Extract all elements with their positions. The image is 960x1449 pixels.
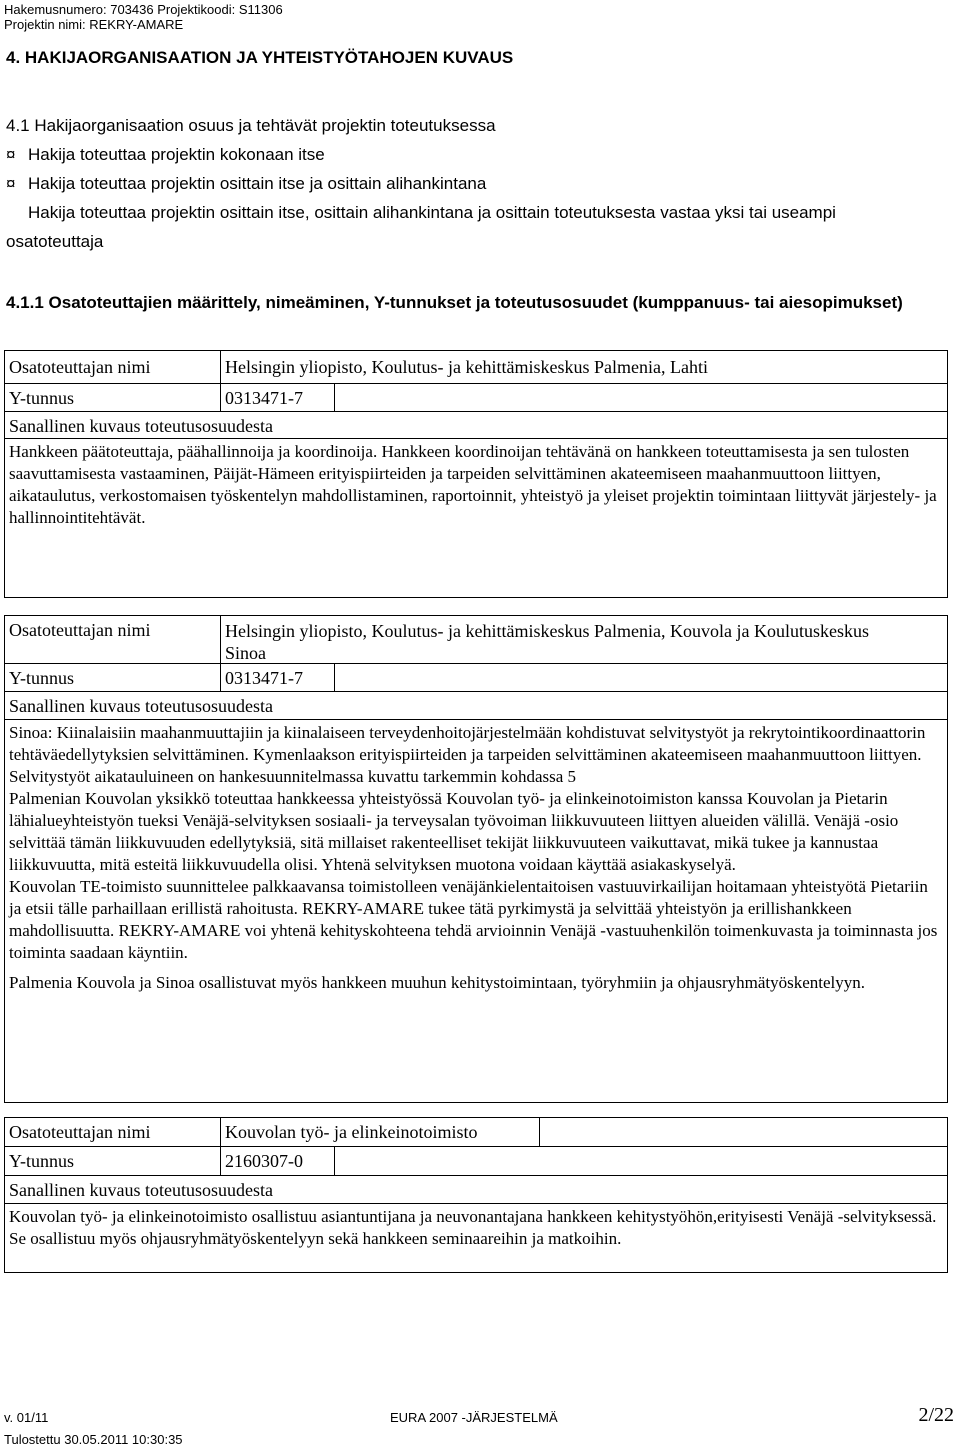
option-marker-icon: ¤ — [6, 174, 16, 193]
ytunnus-value: 0313471-7 — [220, 664, 335, 691]
partner-table-3 — [4, 1117, 948, 1273]
partner-name-row — [5, 1118, 947, 1147]
ytunnus-row — [5, 1147, 947, 1176]
subsubsection-title: 4.1.1 Osatoteuttajien määrittely, nimeäminen, Y-tunnukset ja toteutusosuudet (kumppanuus- tai aiesopimukset) — [6, 293, 903, 312]
subsection-title: 4.1 Hakijaorganisaation osuus ja tehtävät projektin toteutuksessa — [6, 116, 496, 135]
partner-table-1 — [4, 350, 948, 598]
option-partners: Hakija toteuttaa projektin osittain itse, osittain alihankintana ja osittain toteutuksesta vastaa yksi tai useampi osatoteuttaja — [6, 203, 836, 251]
desc-label: Sanallinen kuvaus toteutusosuudesta — [9, 1180, 273, 1200]
partner-description: Hankkeen päätoteuttaja, päähallinnoija ja koordinoija. Hankkeen koordinoijan tehtävänä on hankkeen toteuttamisesta ja sen tulosten saavuttamisesta vastaaminen, Päijät-Hämeen erityispiirteiden ja tarpeiden selvittäminen akateemiseen maahanmuuttoon liittyen, aikataulutus, verkostomaisen työskentelyn mahdollistaminen, raportoinnit, yhteistyö ja yleiset projektin toimintaan liittyvät järjestely- ja hallinnointitehtävät. — [9, 442, 937, 527]
ytunnus-label: Y-tunnus — [9, 388, 75, 408]
option-partial: ¤ Hakija toteuttaa projektin osittain itse ja osittain alihankintana — [6, 174, 487, 193]
desc-label-row — [5, 1176, 947, 1204]
ytunnus-row — [5, 664, 947, 692]
partner-name-label: Osatoteuttajan nimi — [9, 1122, 151, 1142]
option-marker-icon: ¤ — [6, 145, 16, 164]
system-name: EURA 2007 -JÄRJESTELMÄ — [390, 1410, 558, 1425]
partner-description: Kouvolan työ- ja elinkeinotoimisto osallistuu asiantuntijana ja neuvonantajana hankkeen kehitystyöhön,erityisesti Venäjä -selvityksessä. Se osallistuu myös ohjausryhmätyöskentelyyn sekä hankkeen seminaareihin ja matkoihin. — [9, 1207, 937, 1248]
ytunnus-value: 2160307-0 — [220, 1147, 335, 1175]
partner-name-value: Kouvolan työ- ja elinkeinotoimisto — [220, 1118, 540, 1146]
partner-description: Sinoa: Kiinalaisiin maahanmuuttajiin ja kiinalaiseen terveydenhoitojärjestelmään kohdistuvat selvitystyöt ja rekrytointikoordinaattorin tehtäväedellytyksien selvittäminen. Kymenlaakson erityispiirteiden ja tarpeiden selvittäminen akateemiseen maahanmuuttoon liittyen. Selvitystyöt aikatauluineen on hankesuunnitelmassa kuvattu tarkemmin kohdassa 5 Palmenian Kouvolan yksikkö toteuttaa hankkeessa yhteistyössä Kouvolan työ- ja elinkeinotoimiston kanssa Kouvolan ja Pietarin lähialueyhteistyön tueksi Venäjä-selvityksen sosiaali- ja terveysalan työvoiman liikkuvuuteen liittyen alueiden välillä. Venäjä -osio selvittää tämän liikkuvuuden edellytyksiä, sitä millaiset rakenteelliset tekijät liikkuvuuteen vaikuttavat, mikä tukee ja kannustaa liikkuvuutta, mitä esteitä liikkuvuudella olisi. Yhtenä selvityksen muotona voidaan käyttää asiakaskyselyä. Kouvolan TE-toimisto suunnittelee palkkaavansa toimistolleen venäjänkielentaitoisen vastuuvirkailijan hoitamaan yhteistyötä Pietariin ja etsii tälle parhaillaan erillistä rahoitusta. REKRY-AMARE tukee tätä pyrkimystä ja selvittää yhteistyön ja erillishankkeen mahdollisuutta. REKRY-AMARE voi yhtenä kehityskohteena tehdä arvioinnin Venäjä -vastuuhenkilön toimenkuvasta ja toiminnasta jos toiminta saadaan käyntiin. Palmenia Kouvola ja Sinoa osallistuvat myös hankkeen muuhun kehitystoimintaan, työryhmiin ja ohjausryhmätyöskentelyyn. — [9, 723, 938, 992]
desc-label: Sanallinen kuvaus toteutusosuudesta — [9, 696, 273, 716]
partner-name-row — [5, 616, 947, 664]
desc-label-row — [5, 692, 947, 720]
partner-name-label: Osatoteuttajan nimi — [9, 357, 151, 377]
partner-name-value: Helsingin yliopisto, Koulutus- ja kehittämiskeskus Palmenia, Kouvola ja Koulutuskeskus Sinoa — [220, 616, 947, 663]
partner-name-value: Helsingin yliopisto, Koulutus- ja kehittämiskeskus Palmenia, Lahti — [220, 351, 947, 383]
ytunnus-label: Y-tunnus — [9, 668, 75, 688]
application-number: Hakemusnumero: 703436 Projektikoodi: S11306 — [4, 2, 283, 17]
section-title: 4. HAKIJAORGANISAATION JA YHTEISTYÖTAHOJEN KUVAUS — [6, 48, 514, 67]
desc-label: Sanallinen kuvaus toteutusosuudesta — [9, 416, 273, 436]
printed-timestamp: Tulostettu 30.05.2011 10:30:35 — [4, 1432, 183, 1447]
desc-label-row — [5, 412, 947, 439]
partner-name-row — [5, 351, 947, 384]
partner-table-2 — [4, 615, 948, 1103]
page-number: 2/22 — [918, 1404, 954, 1426]
partner-name-label: Osatoteuttajan nimi — [9, 620, 151, 640]
ytunnus-label: Y-tunnus — [9, 1151, 75, 1171]
version-label: v. 01/11 — [4, 1410, 49, 1425]
ytunnus-row — [5, 384, 947, 412]
project-name: Projektin nimi: REKRY-AMARE — [4, 17, 184, 32]
option-full: ¤ Hakija toteuttaa projektin kokonaan itse — [6, 145, 325, 164]
ytunnus-value: 0313471-7 — [220, 384, 335, 411]
